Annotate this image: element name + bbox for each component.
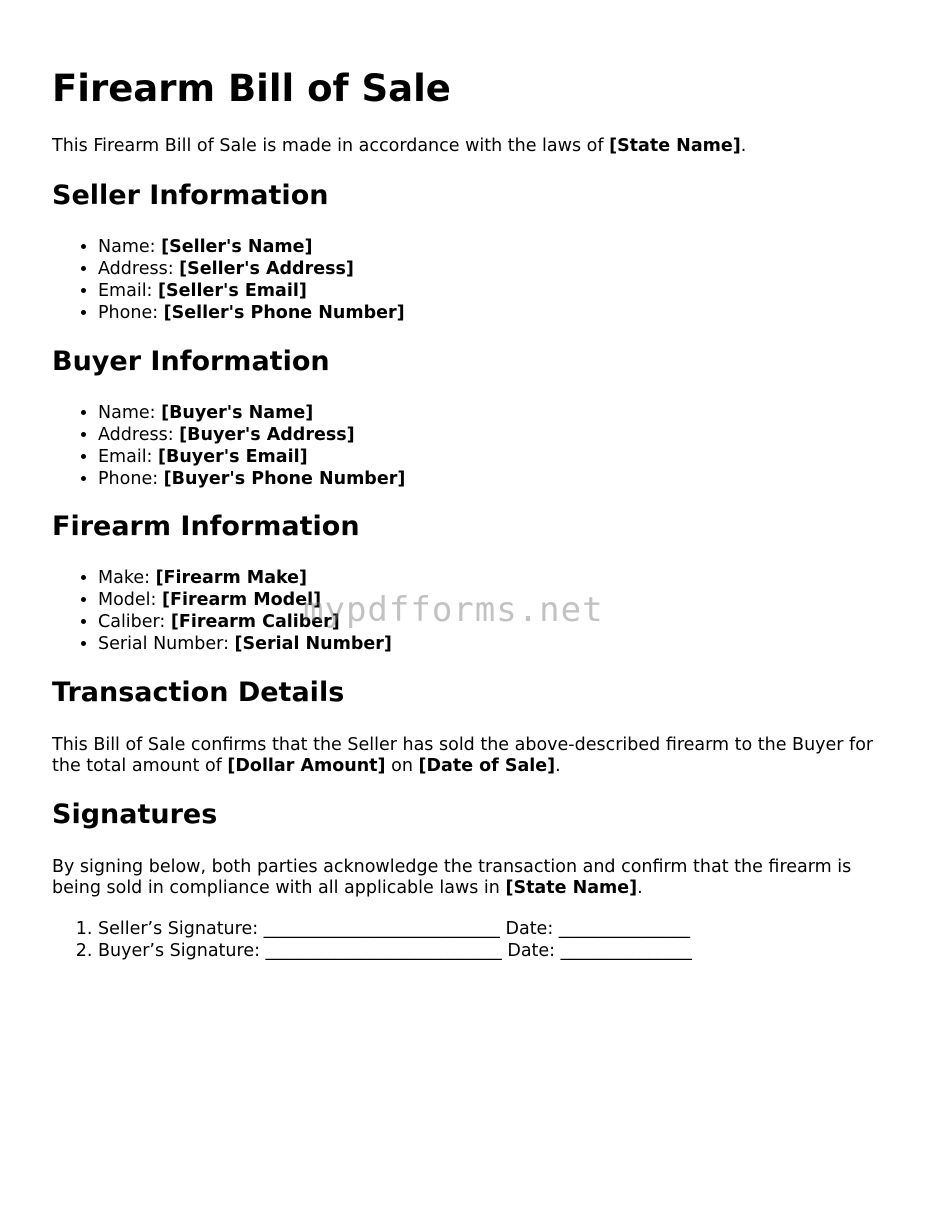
dollar-amount-placeholder: [Dollar Amount] xyxy=(227,756,386,776)
intro-text: This Firearm Bill of Sale is made in accordance with the laws of xyxy=(52,136,610,156)
buyer-address-label: Address: xyxy=(98,425,180,445)
firearm-caliber-value: [Firearm Caliber] xyxy=(170,612,340,632)
firearm-caliber-label: Caliber: xyxy=(98,612,171,632)
signatures-state-placeholder: [State Name] xyxy=(505,878,638,898)
list-item xyxy=(98,424,405,446)
seller-email-value: [Seller's Email] xyxy=(158,281,307,301)
list-item xyxy=(98,258,405,280)
intro-paragraph xyxy=(52,136,892,157)
buyer-list xyxy=(52,402,405,490)
date-of-sale-placeholder: [Date of Sale] xyxy=(418,756,556,776)
signature-lines xyxy=(52,918,692,962)
seller-phone-value: [Seller's Phone Number] xyxy=(163,303,405,323)
firearm-make-label: Make: xyxy=(98,568,156,588)
buyer-name-value: [Buyer's Name] xyxy=(161,403,314,423)
list-item xyxy=(98,446,405,468)
buyer-email-value: [Buyer's Email] xyxy=(158,447,308,467)
list-item xyxy=(98,468,405,490)
list-item xyxy=(98,633,392,655)
seller-name-value: [Seller's Name] xyxy=(161,237,313,257)
seller-email-label: Email: xyxy=(98,281,159,301)
intro-state-placeholder: [State Name] xyxy=(609,136,741,156)
buyer-address-value: [Buyer's Address] xyxy=(179,425,355,445)
seller-name-label: Name: xyxy=(98,237,162,257)
buyer-heading: Buyer Information xyxy=(52,346,330,377)
firearm-model-label: Model: xyxy=(98,590,163,610)
list-item xyxy=(98,567,392,589)
intro-period: . xyxy=(740,136,747,156)
seller-signature-line: 1. Seller’s Signature: ___________________________ Date: _______________ xyxy=(98,918,692,940)
transaction-paragraph xyxy=(52,735,892,777)
transaction-period: . xyxy=(555,756,561,776)
seller-phone-label: Phone: xyxy=(98,303,164,323)
signatures-paragraph xyxy=(52,857,892,899)
signatures-period: . xyxy=(637,878,643,898)
buyer-signature-line: 2. Buyer’s Signature: ___________________________ Date: _______________ xyxy=(98,940,692,962)
firearm-model-value: [Firearm Model] xyxy=(162,590,322,610)
transaction-heading: Transaction Details xyxy=(52,677,345,708)
firearm-serial-value: [Serial Number] xyxy=(234,634,392,654)
transaction-text-on: on xyxy=(385,756,419,776)
watermark: mypdfforms.net xyxy=(303,590,604,630)
buyer-phone-value: [Buyer's Phone Number] xyxy=(163,469,406,489)
buyer-phone-label: Phone: xyxy=(98,469,164,489)
list-item xyxy=(98,236,405,258)
list-item xyxy=(98,302,405,324)
signatures-heading: Signatures xyxy=(52,799,218,830)
buyer-email-label: Email: xyxy=(98,447,159,467)
list-item xyxy=(98,402,405,424)
seller-heading: Seller Information xyxy=(52,180,329,211)
firearm-make-value: [Firearm Make] xyxy=(155,568,308,588)
list-item xyxy=(98,280,405,302)
transaction-text: This Bill of Sale confirms that the Seller has sold the above-described firearm to the Buyer for the total amount of xyxy=(52,735,874,776)
firearm-heading: Firearm Information xyxy=(52,511,360,542)
seller-address-label: Address: xyxy=(98,259,180,279)
firearm-serial-label: Serial Number: xyxy=(98,634,235,654)
seller-list xyxy=(52,236,405,324)
document-title: Firearm Bill of Sale xyxy=(52,67,451,110)
seller-address-value: [Seller's Address] xyxy=(179,259,354,279)
signatures-text: By signing below, both parties acknowledge the transaction and confirm that the firearm is being sold in compliance with all applicable laws in xyxy=(52,857,852,898)
buyer-name-label: Name: xyxy=(98,403,162,423)
